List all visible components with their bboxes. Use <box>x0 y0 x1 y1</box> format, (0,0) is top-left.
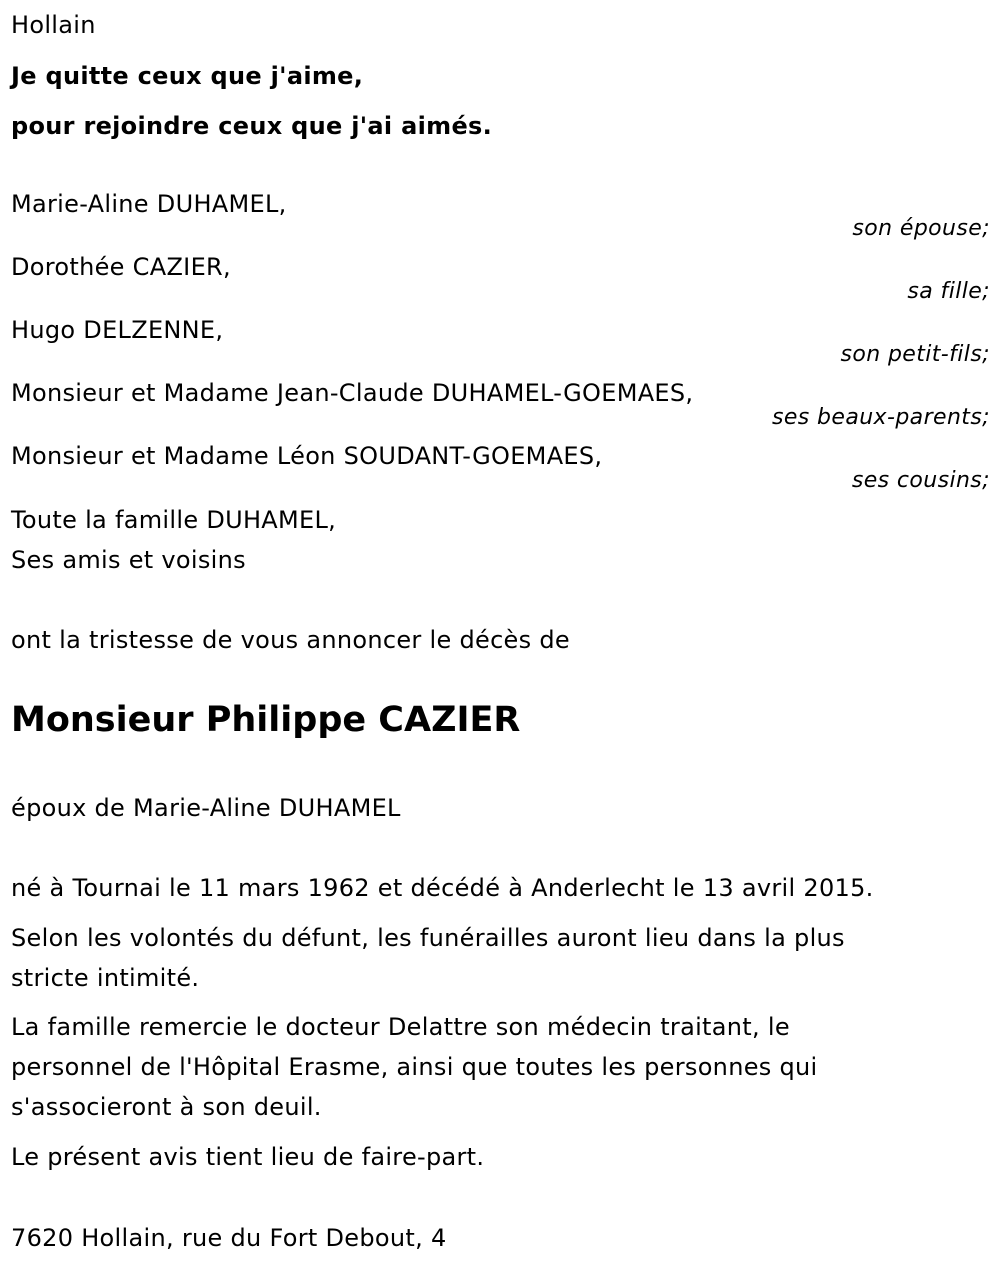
family-member-name: Marie-Aline DUHAMEL, <box>11 190 287 218</box>
birth-death-line: né à Tournai le 11 mars 1962 et décédé à Anderlecht le 13 avril 2015. <box>11 874 874 902</box>
spouse-line: époux de Marie-Aline DUHAMEL <box>11 794 401 822</box>
quote-line-2: pour rejoindre ceux que j'ai aimés. <box>11 112 493 140</box>
extended-family-line: Toute la famille DUHAMEL, <box>11 506 337 534</box>
family-member-relation: son épouse; <box>852 216 990 241</box>
funeral-text-line: Selon les volontés du défunt, les funérailles auront lieu dans la plus <box>11 924 845 952</box>
address-line: 7620 Hollain, rue du Fort Debout, 4 <box>11 1224 447 1252</box>
obituary-notice <box>11 0 990 1270</box>
family-member-name: Dorothée CAZIER, <box>11 253 231 281</box>
family-member-relation: son petit-fils; <box>840 342 990 367</box>
thanks-text-line: La famille remercie le docteur Delattre son médecin traitant, le <box>11 1013 790 1041</box>
family-member-relation: ses cousins; <box>851 468 990 493</box>
family-member-name: Hugo DELZENNE, <box>11 316 224 344</box>
funeral-text-line: stricte intimité. <box>11 964 200 992</box>
location-heading: Hollain <box>11 11 96 39</box>
thanks-text-line: personnel de l'Hôpital Erasme, ainsi que toutes les personnes qui <box>11 1053 818 1081</box>
announcement-text: ont la tristesse de vous annoncer le décès de <box>11 626 570 654</box>
friends-line: Ses amis et voisins <box>11 546 246 574</box>
deceased-name: Monsieur Philippe CAZIER <box>11 700 521 740</box>
family-member-name: Monsieur et Madame Jean-Claude DUHAMEL-GOEMAES, <box>11 379 694 407</box>
family-member-relation: sa fille; <box>907 279 990 304</box>
family-member-relation: ses beaux-parents; <box>771 405 990 430</box>
thanks-text-line: s'associeront à son deuil. <box>11 1093 322 1121</box>
notice-line: Le présent avis tient lieu de faire-part. <box>11 1143 485 1171</box>
family-member-name: Monsieur et Madame Léon SOUDANT-GOEMAES, <box>11 442 603 470</box>
quote-line-1: Je quitte ceux que j'aime, <box>11 62 364 90</box>
